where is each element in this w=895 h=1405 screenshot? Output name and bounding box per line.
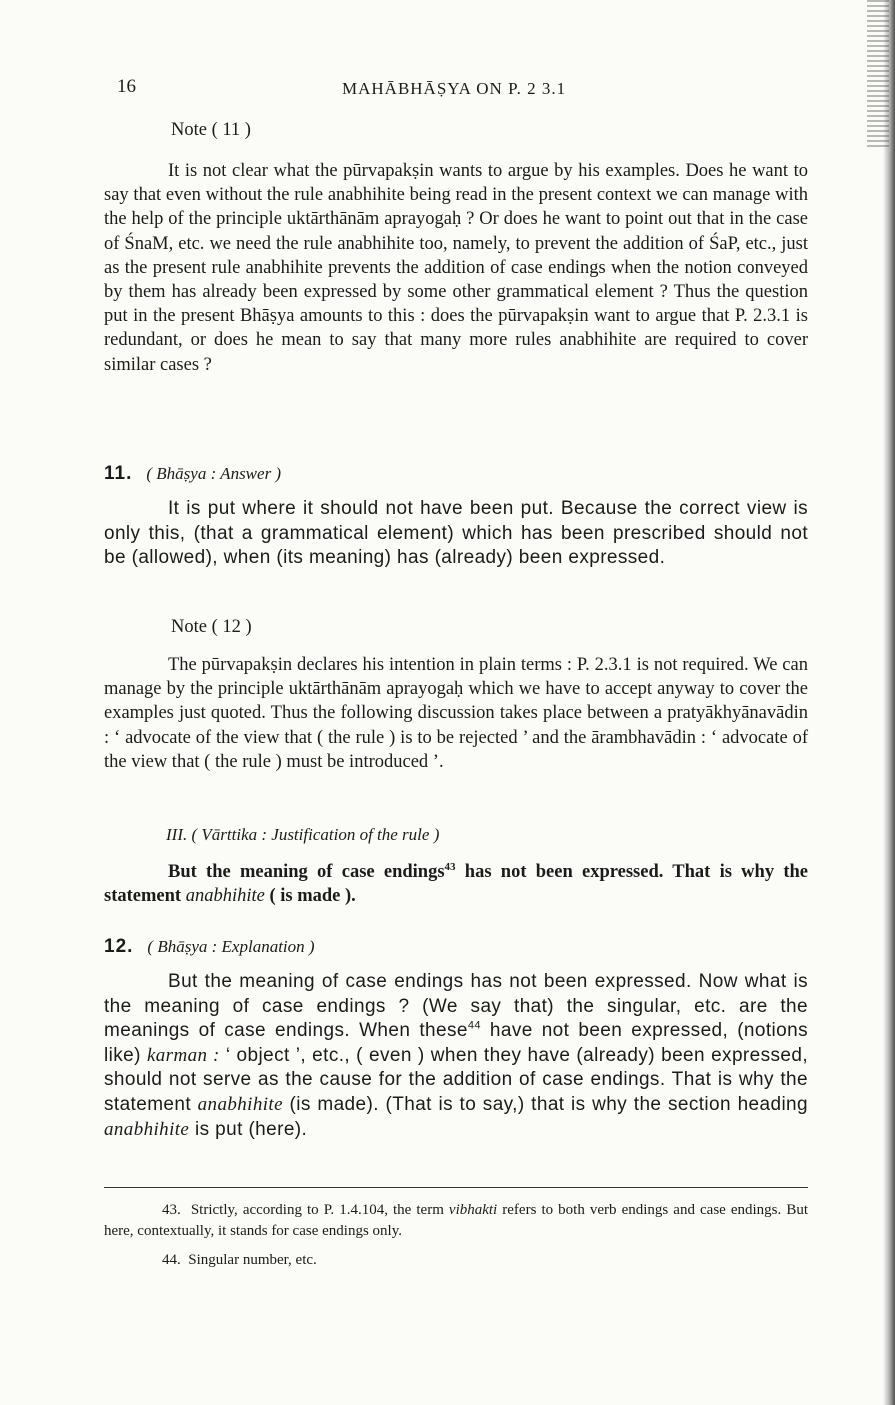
section-12-paragraph [104, 970, 808, 1142]
section-12-text-d: (is made). (That is to say,) that is why the section heading [282, 1093, 808, 1115]
page-edge-shadow [883, 0, 895, 1405]
section-12-title: ( Bhāṣya : Explanation ) [147, 937, 315, 956]
note-12-label: Note ( 12 ) [171, 617, 252, 637]
varttika-3-paragraph [104, 860, 808, 908]
footnote-43 [104, 1200, 808, 1242]
footnote-44 [104, 1250, 808, 1271]
section-11-title: ( Bhāṣya : Answer ) [146, 464, 282, 483]
varttika-3-text-b: has not been expressed. That is why the statement [104, 862, 808, 907]
page-edge-texture [867, 0, 889, 150]
section-12-heading [104, 936, 315, 958]
footnote-43-number: 43. [162, 1202, 181, 1218]
footnote-ref-44: 44 [467, 1019, 481, 1032]
section-11-number: 11. [104, 463, 133, 484]
section-12-number: 12. [104, 936, 134, 957]
note-12-paragraph: The pūrvapakṣin declares his intention in plain terms : P. 2.3.1 is not required. We can manage by the principle uktārthānām aprayogaḥ which we have to accept anyway to cover the examples just quoted. Thus the following discussion takes place between a pratyākhyānavādin : ‘ advocate of the view that ( the rule ) is to be rejected ’ and the ārambhavādin : ‘ advocate of the view that ( the rule ) must be introduced ’. [104, 655, 808, 772]
section-12-text-b: have not been expressed, (notions like) [104, 1020, 808, 1066]
page-number: 16 [117, 76, 136, 97]
note-11-paragraph: It is not clear what the pūrvapakṣin wants to argue by his examples. Does he want to say that even without the rule anabhihite being read in the present context we can manage with the help of the principle uktārthānām aprayogaḥ ? Or does he want to point out that in the case of ŚnaM, etc. we need the rule anabhihite too, namely, to prevent the addition of ŚaP, etc., just as the present rule anabhihite prevents the addition of case endings when the notion conveyed by them has already been expressed by some other grammatical element ? Thus the question put in the present Bhāṣya amounts to this : does the pūrvapakṣin want to argue that P. 2.3.1 is redundant, or does he mean to say that many more rules anabhihite are required to cover similar cases ? [104, 161, 808, 375]
varttika-3-heading: III. ( Vārttika : Justification of the rule ) [166, 825, 440, 844]
section-12-text-c: ‘ object ’, etc., ( even ) when they have (already) been expressed, should not serve as the cause for the addition of case endings. That is why the statement [104, 1044, 809, 1115]
varttika-3-text-a: But the meaning of case endings [168, 862, 445, 882]
footnote-43-term: vibhakti [448, 1202, 498, 1218]
section-12-text-e: is put (here). [189, 1118, 308, 1140]
section-11-paragraph: It is put where it should not have been put. Because the correct view is only this, (that a grammatical element) which has been prescribed should not be (allowed), when (its meaning) has (already) been expressed. [104, 498, 808, 569]
section-11-heading [104, 463, 281, 485]
section-12-term-anabhihite-2: anabhihite [104, 1118, 190, 1140]
section-12-term-karman: karman : [146, 1044, 220, 1066]
section-12-term-anabhihite-1: anabhihite [197, 1093, 283, 1115]
note-11-label: Note ( 11 ) [171, 120, 251, 140]
footnote-43-text-b: refers to both verb endings and case endings. But here, contextually, it stands for case endings only. [104, 1202, 808, 1239]
footnote-43-text-a: Strictly, according to P. 1.4.104, the term [190, 1202, 449, 1218]
footnote-44-number: 44. [162, 1252, 181, 1268]
running-title: MAHĀBHĀṢYA ON P. 2 3.1 [342, 79, 567, 98]
section-12-text-a: But the meaning of case endings has not been expressed. Now what is the meaning of case endings ? (We say that) the singular, etc. are the meanings of case endings. When these [104, 971, 808, 1042]
footnote-44-text: Singular number, etc. [188, 1252, 317, 1268]
footnote-ref-43: 43 [444, 860, 456, 873]
varttika-3-text-c: ( is made ). [264, 886, 356, 907]
footnote-divider [104, 1187, 808, 1188]
varttika-3-term: anabhihite [185, 886, 265, 907]
